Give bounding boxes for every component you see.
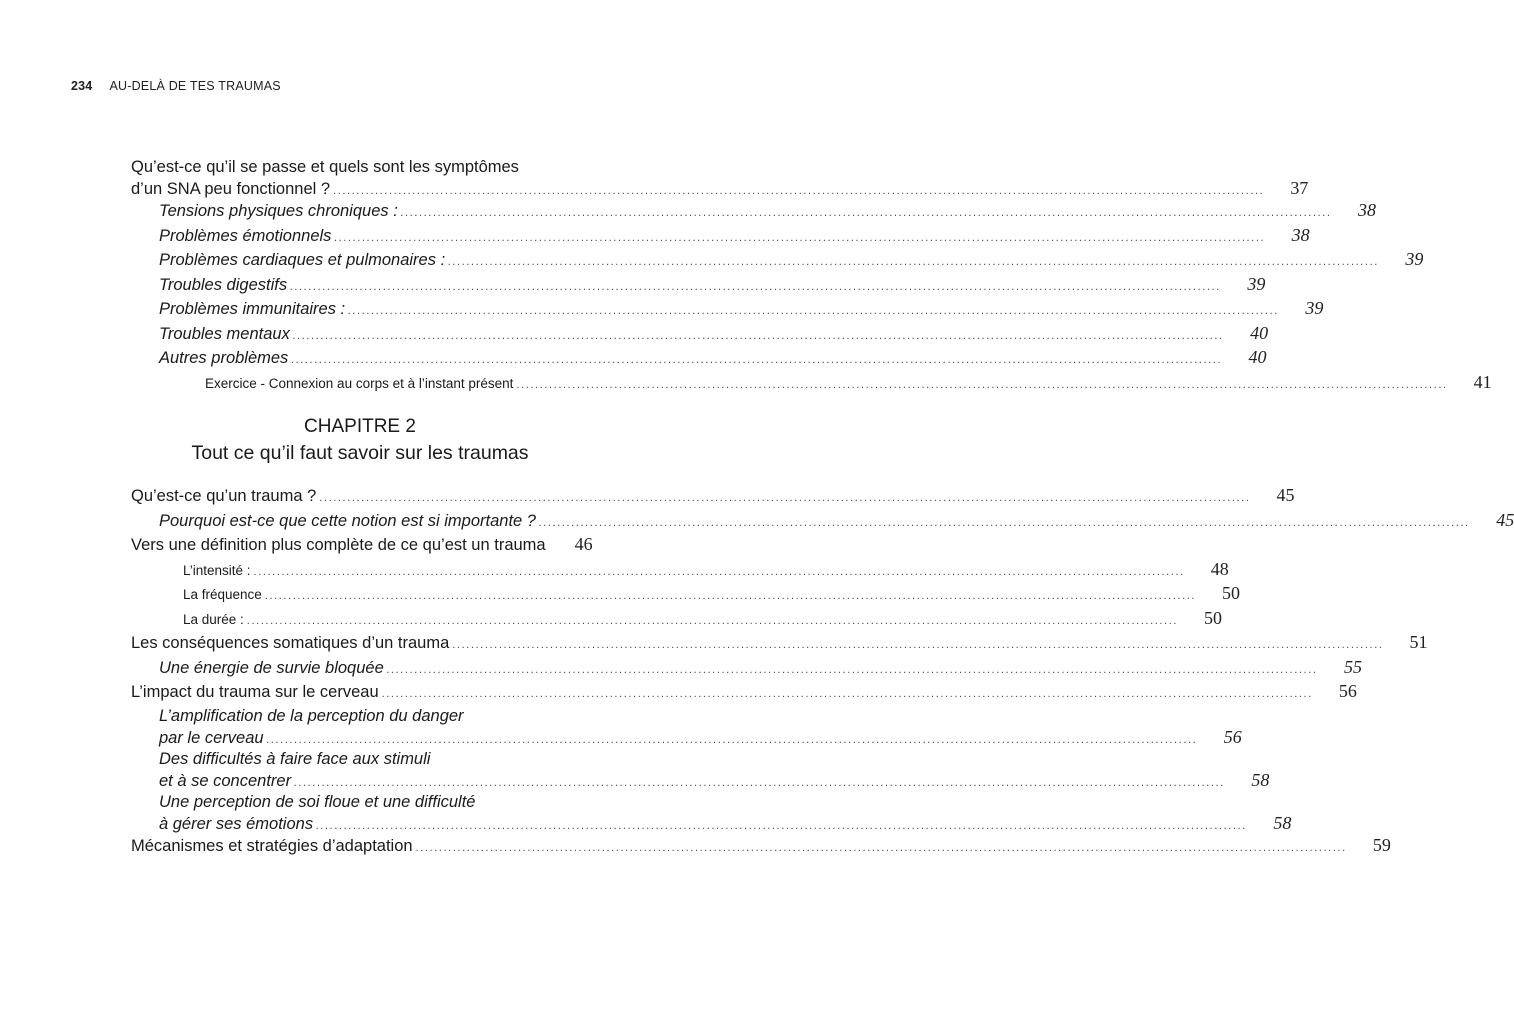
toc-entry xyxy=(131,534,593,559)
toc-page-number: 41 xyxy=(1473,371,1492,392)
toc-entry-title-line1: Qu’est-ce qu’il se passe et quels sont les symptômes xyxy=(131,158,519,176)
dot-leader: ........................................................................................................................................................................................................ xyxy=(538,516,1471,529)
dot-leader: ........................................................................................................................................................................................................ xyxy=(448,256,1380,268)
toc-page-number: 39 xyxy=(1305,298,1324,318)
chapter-title: Tout ce qu’il faut savoir sur les traumas xyxy=(191,442,529,464)
toc-entry xyxy=(131,792,1292,835)
toc-entry xyxy=(131,607,1223,633)
toc-page-number: 48 xyxy=(1210,558,1229,579)
toc-entry xyxy=(131,834,1391,860)
dot-leader: ........................................................................................................................................................................................................ xyxy=(246,614,1179,627)
toc-page-number: 45 xyxy=(1276,485,1295,505)
toc-entry-title: Problèmes émotionnels xyxy=(159,226,332,245)
dot-leader: ........................................................................................................................................................................................................ xyxy=(319,492,1251,504)
dot-leader: ........................................................................................................................................................................................................ xyxy=(290,280,1222,293)
toc-page-number: 55 xyxy=(1343,656,1362,677)
toc-entry xyxy=(131,656,1362,682)
toc-page-number: 39 xyxy=(1405,249,1424,269)
toc-page-number: 50 xyxy=(1222,583,1241,603)
toc-entry xyxy=(131,347,1267,372)
toc-entry xyxy=(131,681,1357,706)
dot-leader: ........................................................................................................................................................................................................ xyxy=(386,663,1318,676)
toc-page-number: 58 xyxy=(1273,812,1292,833)
dot-leader: ........................................................................................................................................................................................................ xyxy=(253,565,1185,578)
chapter-label: CHAPITRE 2 xyxy=(304,416,416,437)
toc-page-number: 58 xyxy=(1251,769,1270,790)
toc-entry-title: Une énergie de survie bloquée xyxy=(159,658,384,677)
toc-entry-title-line1: L’amplification de la perception du danger xyxy=(159,706,464,725)
dot-leader: ........................................................................................................................................................................................................ xyxy=(291,354,1223,366)
toc-entry-title: d’un SNA peu fonctionnel ? xyxy=(131,180,331,198)
toc-entry xyxy=(131,558,1229,584)
toc-page-number: 50 xyxy=(1204,607,1223,628)
toc-entry-title: Problèmes cardiaques et pulmonaires : xyxy=(159,251,446,269)
dot-leader: ........................................................................................................................................................................................................ xyxy=(264,590,1197,602)
toc-entry-title: Vers une définition plus complète de ce qu’est un trauma xyxy=(131,536,546,554)
toc-entry-title: Tensions physiques chroniques : xyxy=(159,202,398,220)
page-number: 234 xyxy=(71,79,93,93)
toc-entry xyxy=(131,371,1492,397)
chapter-heading xyxy=(131,414,589,467)
dot-leader: ........................................................................................................................................................................................................ xyxy=(452,639,1384,651)
toc-entry-title: Autres problèmes xyxy=(159,349,289,367)
toc-page-number: 46 xyxy=(574,534,593,554)
dot-leader: ........................................................................................................................................................................................................ xyxy=(400,207,1333,219)
toc-page-number: 38 xyxy=(1358,200,1377,220)
dot-leader: ........................................................................................................................................................................................................ xyxy=(415,841,1347,854)
toc-entry-title: Exercice - Connexion au corps et à l’instant présent xyxy=(205,375,514,391)
toc-section-1 xyxy=(131,157,1492,396)
dot-leader: ........................................................................................................................................................................................................ xyxy=(381,688,1313,700)
dot-leader: ........................................................................................................................................................................................................ xyxy=(316,819,1248,832)
toc-page-number: 45 xyxy=(1496,509,1514,530)
toc-entry xyxy=(131,749,1270,792)
dot-leader: ........................................................................................................................................................................................................ xyxy=(333,185,1265,197)
toc-entry-title: Mécanismes et stratégies d’adaptation xyxy=(131,836,413,855)
toc-entry-title: par le cerveau xyxy=(159,728,264,747)
toc-entry xyxy=(131,157,1309,200)
toc-entry xyxy=(131,322,1269,348)
toc-entry-title: Troubles digestifs xyxy=(159,275,288,294)
toc-page-number: 39 xyxy=(1247,273,1266,294)
toc-entry-title-line1: Une perception de soi floue et une difficulté xyxy=(159,792,476,811)
running-header xyxy=(71,79,281,93)
book-title: AU-DELÀ DE TES TRAUMAS xyxy=(109,79,281,93)
toc-entry-title: Les conséquences somatiques d’un trauma xyxy=(131,634,450,652)
toc-entry xyxy=(131,583,1241,608)
toc-entry-title: Troubles mentaux xyxy=(159,324,290,343)
toc-entry-title: L’impact du trauma sur le cerveau xyxy=(131,683,379,701)
dot-leader: ........................................................................................................................................................................................................ xyxy=(348,305,1280,317)
toc-page-number: 56 xyxy=(1223,726,1242,747)
toc-page-number: 38 xyxy=(1291,224,1310,245)
toc-entry xyxy=(131,224,1310,250)
toc-page-number: 59 xyxy=(1372,834,1391,855)
toc-entry xyxy=(131,706,1242,749)
toc-entry-title: et à se concentrer xyxy=(159,771,292,790)
toc-entry xyxy=(131,485,1295,510)
toc-entry xyxy=(131,298,1324,323)
toc-entry xyxy=(131,273,1266,299)
toc-page-number: 51 xyxy=(1409,632,1428,652)
toc-page-number: 40 xyxy=(1250,322,1269,343)
dot-leader: ........................................................................................................................................................................................................ xyxy=(334,231,1266,244)
toc-page-number: 40 xyxy=(1248,347,1267,367)
toc-entry xyxy=(131,509,1514,535)
toc-entry-title: La fréquence xyxy=(183,587,262,602)
toc-section-2 xyxy=(131,485,1514,859)
toc-entry-title: Qu’est-ce qu’un trauma ? xyxy=(131,487,317,505)
toc-entry-title: Pourquoi est-ce que cette notion est si importante ? xyxy=(159,511,536,530)
dot-leader: ........................................................................................................................................................................................................ xyxy=(266,733,1198,746)
dot-leader: ........................................................................................................................................................................................................ xyxy=(292,329,1225,342)
dot-leader: ........................................................................................................................................................................................................ xyxy=(294,776,1226,789)
toc-entry-title: L’intensité : xyxy=(183,562,251,578)
toc-entry-title: Problèmes immunitaires : xyxy=(159,300,346,318)
table-of-contents xyxy=(131,157,1514,859)
dot-leader: ........................................................................................................................................................................................................ xyxy=(516,378,1448,391)
toc-page-number: 56 xyxy=(1338,681,1357,701)
toc-entry-title: à gérer ses émotions xyxy=(159,814,314,833)
toc-entry xyxy=(131,200,1377,225)
toc-entry xyxy=(131,632,1428,657)
toc-entry xyxy=(131,249,1424,274)
toc-entry-title-line1: Des difficultés à faire face aux stimuli xyxy=(159,749,431,768)
toc-page-number: 37 xyxy=(1290,178,1309,198)
toc-entry-title: La durée : xyxy=(183,611,244,627)
